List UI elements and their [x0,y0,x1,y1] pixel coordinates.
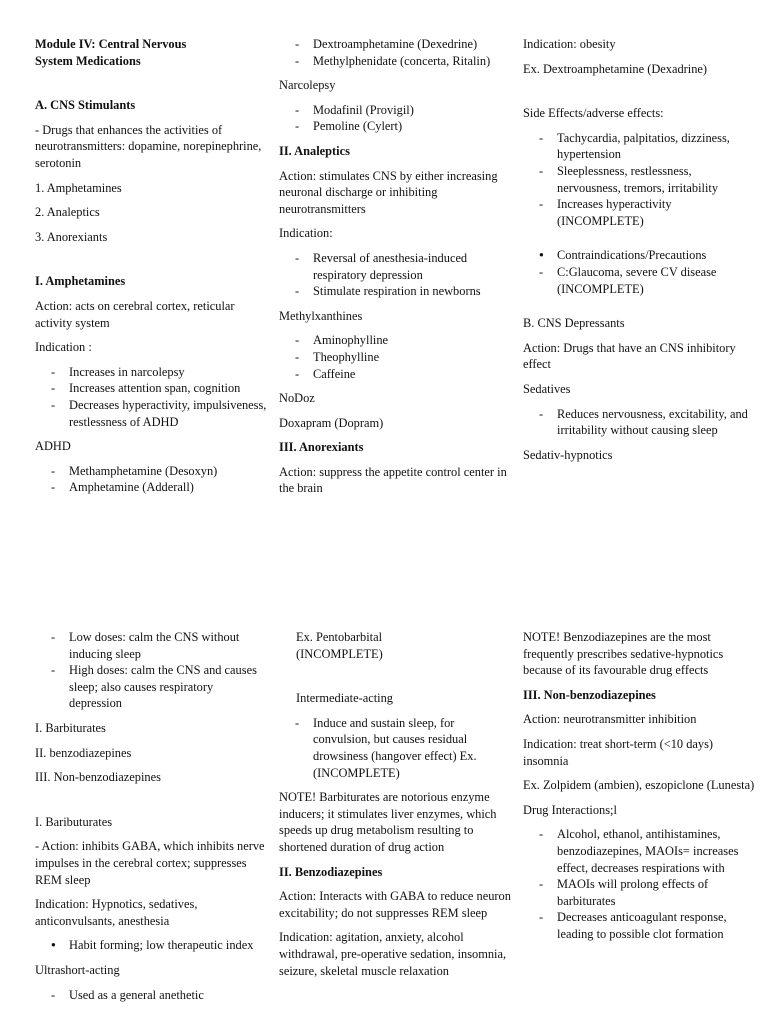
list-item: - Low doses: calm the CNS without inducing sleep [35,629,267,662]
benzodiazepines-indication: Indication: agitation, anxiety, alcohol withdrawal, pre-operative sedation, insomnia, seizure, skeletal muscle relaxation [279,930,507,978]
barbiturates-bullet [35,937,267,954]
benzodiazepines-note: NOTE! Benzodiazepines are the most frequently prescribes sedative-hypnotics because of its favourable drug effects [523,630,724,678]
sedative-hypnotics-label: Sedativ-hypnotics [523,447,613,462]
list-item: ● Habit forming; low therapeutic index [35,937,267,954]
benzodiazepines-heading: II. Benzodiazepines [279,864,383,879]
anorexiants-indication: Indication: obesity [523,37,616,51]
sedatives-list [523,406,755,439]
list-item: - Increases attention span, cognition [35,380,267,397]
top-column-3 [523,36,755,471]
list-item: - Increases in narcolepsy [35,364,267,381]
drug-interactions-list [523,826,755,942]
bottom-column-3 [523,629,755,951]
nodoz-label: NoDoz [279,391,315,406]
list-item: - Modafinil (Provigil) [279,102,511,119]
anorexiants-example: Ex. Dextroamphetamine (Dexadrine) [523,61,708,76]
non-benzodiazepines-indication: Indication: treat short-term (<10 days) insomnia [523,736,714,768]
amphetamines-heading: I. Amphetamines [35,274,126,289]
drug-interactions-label: Drug Interactions;l [523,802,617,817]
amphetamine-drug-list [279,36,511,69]
anorexiants-heading: III. Anorexiants [279,440,364,455]
section-a-heading: A. CNS Stimulants [35,98,136,113]
list-item: - Decreases hyperactivity, impulsiveness, restlessness of ADHD [35,397,267,430]
stimulants-intro: - Drugs that enhances the activities of neurotransmitters: dopamine, norepinephrine, serotonin [35,122,262,170]
non-benzodiazepines-example: Ex. Zolpidem (ambien), eszopiclone (Lunesta) [523,778,755,793]
list-item: - Pemoline (Cylert) [279,118,511,135]
section-b-heading: B. CNS Depressants [523,316,625,331]
list-item: - High doses: calm the CNS and causes sleep; also causes respiratory depression [35,662,267,712]
list-item: - Amphetamine (Adderall) [35,479,267,496]
narcolepsy-drug-list [279,102,511,135]
amphetamines-action: Action: acts on cerebral cortex, reticular activity system [35,298,235,330]
intermediate-acting-list [279,715,511,781]
list-item: 2. Analeptics [35,205,100,220]
list-item: III. Non-benzodiazepines [35,770,161,785]
list-item: - Sleeplessness, restlessness, nervousness, tremors, irritability [523,163,755,196]
analeptics-action: Action: stimulates CNS by either increasing neuronal discharge or inhibiting neurotransmitters [279,168,498,216]
doxapram-label: Doxapram (Dopram) [279,415,384,430]
list-item: - Alcohol, ethanol, antihistamines, benzodiazepines, MAOIs= increases effect, decreases respirations with [523,826,755,876]
analeptics-indication-label: Indication: [279,226,333,241]
analeptics-indication-list [279,250,511,300]
non-benzodiazepines-heading: III. Non-benzodiazepines [523,687,656,702]
anorexiants-action: Action: suppress the appetite control center in the brain [279,464,507,496]
list-item: 3. Anorexiants [35,229,108,244]
list-item: - Used as a general anethetic [35,987,267,1004]
list-item: II. benzodiazepines [35,745,132,760]
barbiturates-action: - Action: inhibits GABA, which inhibits nerve impulses in the cerebral cortex; suppresses REM sleep [35,839,265,887]
list-item: - Stimulate respiration in newborns [279,283,511,300]
list-item: - MAOIs will prolong effects of barbiturates [523,876,755,909]
intermediate-acting-label: Intermediate-acting [296,691,394,706]
top-column-1 [35,36,267,504]
dose-effects-list [35,629,267,712]
ultrashort-label: Ultrashort-acting [35,962,120,977]
barbiturates-heading: I. Baributurates [35,814,113,829]
list-item: - Methylphenidate (concerta, Ritalin) [279,53,511,70]
bottom-column-1 [35,629,267,1011]
non-benzodiazepines-action: Action: neurotransmitter inhibition [523,712,697,727]
list-item: - Tachycardia, palpitatios, dizziness, hypertension [523,130,755,163]
list-item: - C:Glaucoma, severe CV disease (INCOMPLETE) [523,264,755,297]
benzodiazepines-action: Action: Interacts with GABA to reduce neuron excitability; do not suppresses REM sleep [279,889,511,920]
list-item: ● Contraindications/Precautions [523,247,755,264]
module-title: Module IV: Central Nervous System Medications [35,37,187,68]
list-item: - Reduces nervousness, excitability, and irritability without causing sleep [523,406,755,439]
bottom-column-2 [279,629,511,987]
list-item: - Caffeine [279,366,511,383]
pentobarbital-example: Ex. Pentobarbital (INCOMPLETE) [296,630,383,661]
ultrashort-list [35,987,267,1004]
list-item: I. Barbiturates [35,720,106,735]
contraindications-bullet [523,247,755,264]
barbiturates-indication: Indication: Hypnotics, sedatives, anticonvulsants, anesthesia [35,897,198,928]
top-column-2 [279,36,511,505]
analeptics-heading: II. Analeptics [279,143,350,158]
side-effects-list [523,130,755,230]
side-effects-label: Side Effects/adverse effects: [523,106,664,121]
list-item: - Methamphetamine (Desoxyn) [35,463,267,480]
amphetamines-indication-label: Indication : [35,340,92,355]
narcolepsy-label: Narcolepsy [279,78,336,93]
methylxanthines-label: Methylxanthines [279,308,363,323]
list-item: - Increases hyperactivity (INCOMPLETE) [523,196,755,229]
list-item: - Aminophylline [279,332,511,349]
list-item: 1. Amphetamines [35,180,122,195]
adhd-drug-list [35,463,267,496]
barbiturates-note: NOTE! Barbiturates are notorious enzyme inducers; it stimulates liver enzymes, which speeds up drug metabolism resulting to shortened duration of drug action [279,790,497,854]
list-item: - Induce and sustain sleep, for convulsion, but causes residual drowsiness (hangover effect) Ex. (INCOMPLETE) [279,715,511,781]
amphetamines-indication-list [35,364,267,430]
contraindications-list [523,264,755,297]
list-item: - Theophylline [279,349,511,366]
list-item: - Decreases anticoagulant response, leading to possible clot formation [523,909,755,942]
methylxanthines-list [279,332,511,382]
sedatives-label: Sedatives [523,381,571,396]
adhd-label: ADHD [35,439,71,454]
depressants-action: Action: Drugs that have an CNS inhibitory effect [523,340,736,372]
list-item: - Reversal of anesthesia-induced respiratory depression [279,250,511,283]
list-item: - Dextroamphetamine (Dexedrine) [279,36,511,53]
